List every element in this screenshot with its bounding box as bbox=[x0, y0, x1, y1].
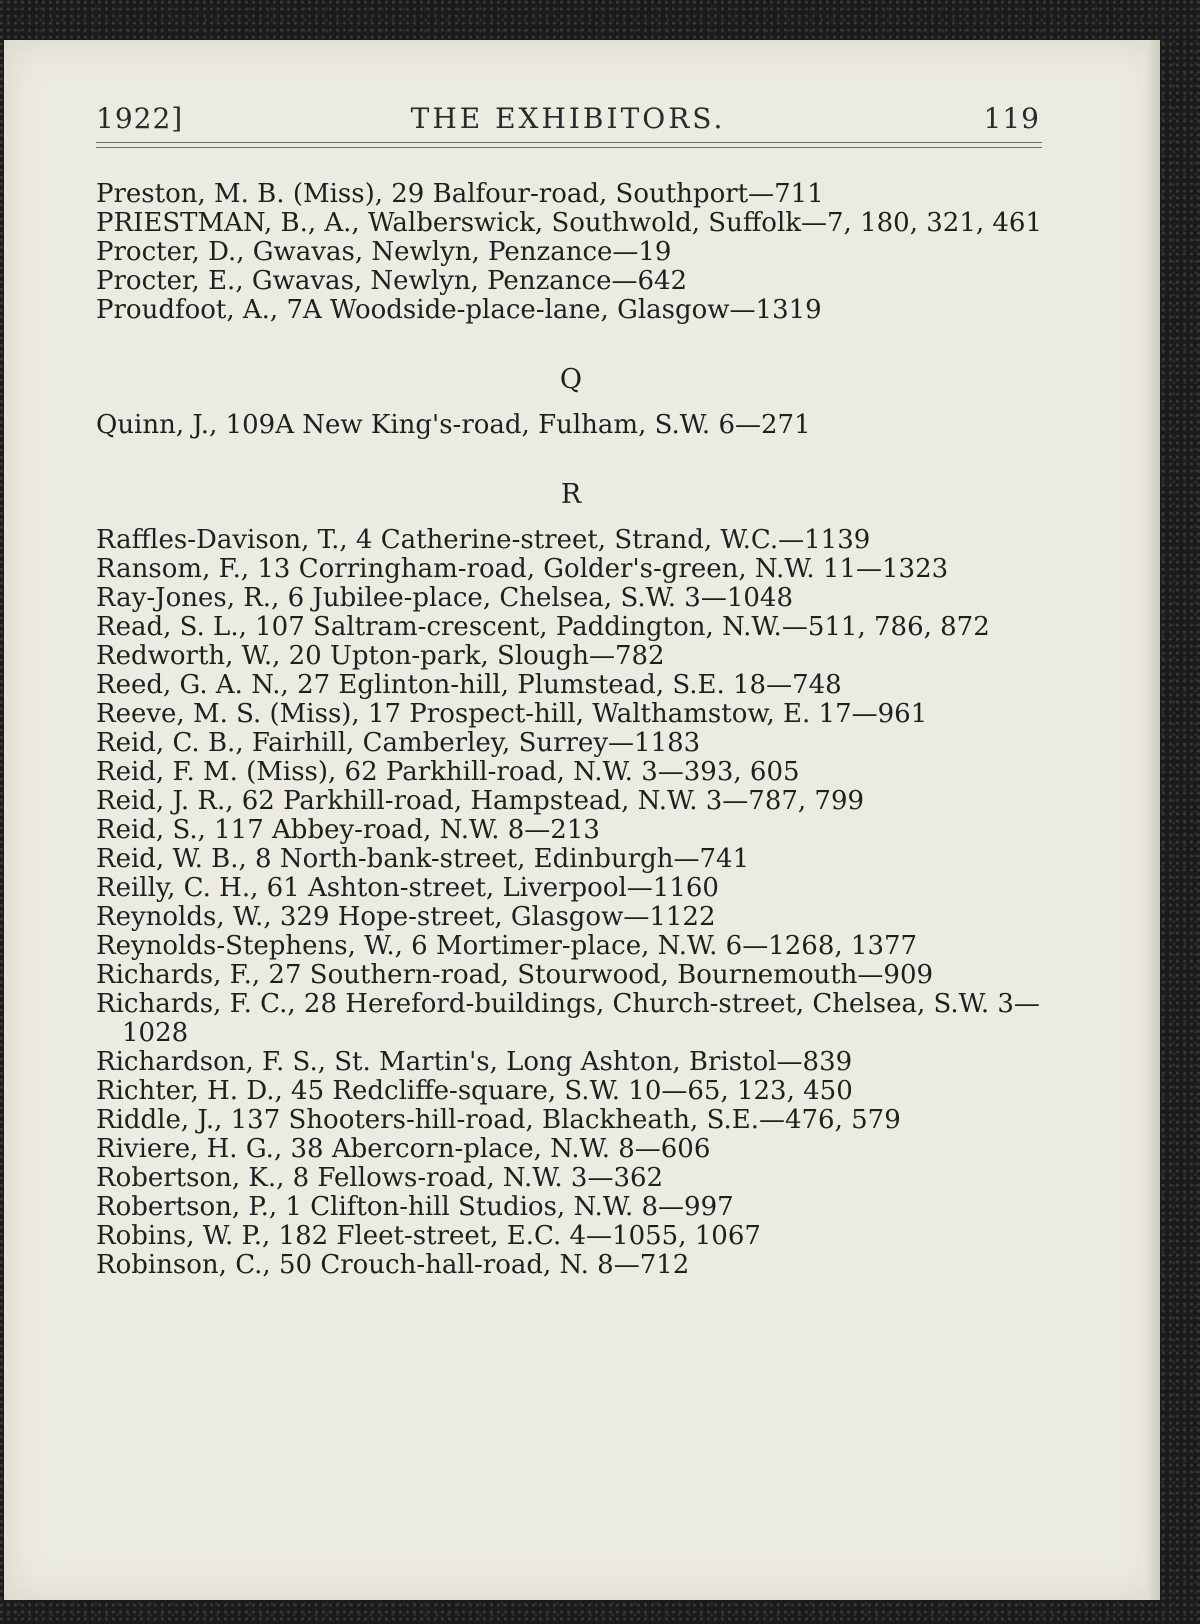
exhibitor-entry: Ray-Jones, R., 6 Jubilee-place, Chelsea, S.W. 3—1048 bbox=[96, 583, 794, 613]
exhibitor-entry: Reid, J. R., 62 Parkhill-road, Hampstead, N.W. 3—787, 799 bbox=[96, 786, 865, 816]
exhibitor-entry: Quinn, J., 109A New King's-road, Fulham, S.W. 6—271 bbox=[96, 410, 811, 440]
exhibitor-entry: Reilly, C. H., 61 Ashton-street, Liverpool—1160 bbox=[96, 873, 719, 903]
exhibitor-entry: Procter, E., Gwavas, Newlyn, Penzance—642 bbox=[96, 266, 688, 296]
exhibitor-entry: Raffles-Davison, T., 4 Catherine-street, Strand, W.C.—1139 bbox=[96, 525, 871, 555]
exhibitor-entry: Richards, F. C., 28 Hereford-buildings, Church-street, Chelsea, S.W. 3—1028 bbox=[96, 989, 1040, 1048]
exhibitor-entry: Reid, W. B., 8 North-bank-street, Edinburgh—741 bbox=[96, 844, 750, 874]
exhibitor-entry: Richardson, F. S., St. Martin's, Long Ashton, Bristol—839 bbox=[96, 1047, 853, 1077]
header-rule-top bbox=[96, 142, 1042, 143]
page-edge bbox=[1146, 40, 1160, 1600]
exhibitor-list bbox=[96, 180, 1056, 1280]
exhibitor-entry: Reynolds-Stephens, W., 6 Mortimer-place, N.W. 6—1268, 1377 bbox=[96, 931, 918, 961]
section-letter-q: Q bbox=[559, 364, 583, 395]
exhibitor-entry: Redworth, W., 20 Upton-park, Slough—782 bbox=[96, 641, 665, 671]
exhibitor-entry: Reid, F. M. (Miss), 62 Parkhill-road, N.W. 3—393, 605 bbox=[96, 757, 800, 787]
exhibitor-entry: Robertson, P., 1 Clifton-hill Studios, N.W. 8—997 bbox=[96, 1192, 734, 1222]
exhibitor-entry: Richter, H. D., 45 Redcliffe-square, S.W. 10—65, 123, 450 bbox=[96, 1076, 853, 1106]
exhibitor-entry: Reynolds, W., 329 Hope-street, Glasgow—1122 bbox=[96, 902, 716, 932]
exhibitor-entry: Richards, F., 27 Southern-road, Stourwood, Bournemouth—909 bbox=[96, 960, 934, 990]
exhibitor-entry: Riviere, H. G., 38 Abercorn-place, N.W. 8—606 bbox=[96, 1134, 711, 1164]
exhibitor-entry: Preston, M. B. (Miss), 29 Balfour-road, Southport—711 bbox=[96, 179, 824, 209]
exhibitor-entry: Ransom, F., 13 Corringham-road, Golder's-green, N.W. 11—1323 bbox=[96, 554, 949, 584]
exhibitor-entry: Proudfoot, A., 7A Woodside-place-lane, Glasgow—1319 bbox=[96, 295, 822, 325]
page-title: THE EXHIBITORS. bbox=[410, 102, 726, 135]
exhibitor-entry: Procter, D., Gwavas, Newlyn, Penzance—19 bbox=[96, 237, 672, 267]
exhibitor-entry: PRIESTMAN, B., A., Walberswick, Southwold, Suffolk—7, 180, 321, 461 bbox=[96, 208, 1043, 238]
exhibitor-entry: Robins, W. P., 182 Fleet-street, E.C. 4—1055, 1067 bbox=[96, 1221, 761, 1251]
exhibitor-entry: Reed, G. A. N., 27 Eglinton-hill, Plumstead, S.E. 18—748 bbox=[96, 670, 842, 700]
exhibitor-entry: Read, S. L., 107 Saltram-crescent, Paddington, N.W.—511, 786, 872 bbox=[96, 612, 990, 642]
section-letter-r: R bbox=[560, 479, 582, 510]
exhibitor-entry: Riddle, J., 137 Shooters-hill-road, Blackheath, S.E.—476, 579 bbox=[96, 1105, 901, 1135]
exhibitor-entry: Robinson, C., 50 Crouch-hall-road, N. 8—712 bbox=[96, 1250, 690, 1280]
header-year: 1922] bbox=[96, 102, 184, 135]
running-head bbox=[96, 102, 1040, 142]
page-number: 119 bbox=[983, 102, 1040, 135]
exhibitor-entry: Reid, S., 117 Abbey-road, N.W. 8—213 bbox=[96, 815, 600, 845]
exhibitor-entry: Robertson, K., 8 Fellows-road, N.W. 3—362 bbox=[96, 1163, 664, 1193]
exhibitor-entry: Reid, C. B., Fairhill, Camberley, Surrey—1183 bbox=[96, 728, 701, 758]
exhibitor-entry: Reeve, M. S. (Miss), 17 Prospect-hill, Walthamstow, E. 17—961 bbox=[96, 699, 928, 729]
header-rule-bottom bbox=[96, 147, 1042, 148]
